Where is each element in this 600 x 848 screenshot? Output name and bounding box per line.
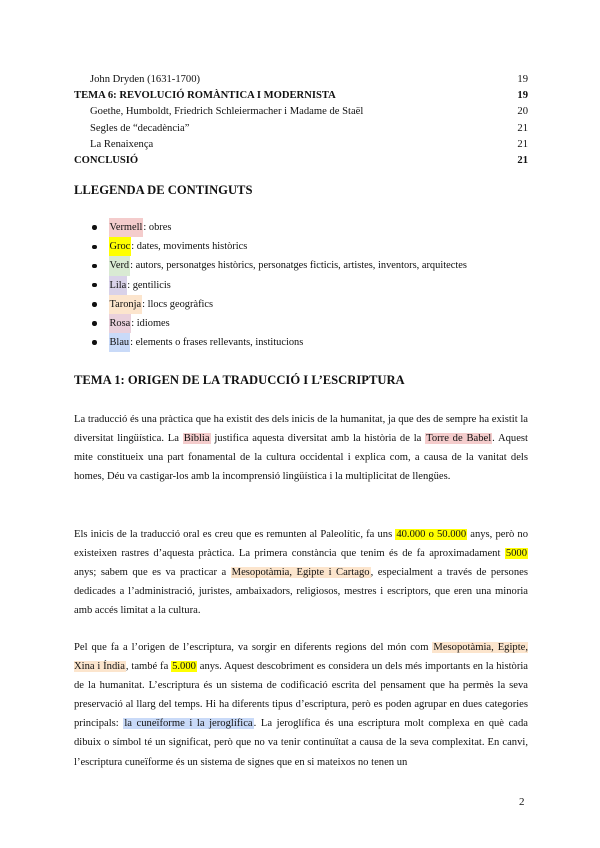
text-run: anys; sabem que es va practicar a xyxy=(74,567,231,579)
legend-desc: : dates, moviments històrics xyxy=(131,241,248,253)
toc-entry-text: TEMA 6: REVOLUCIÓ ROMÀNTICA I MODERNISTA xyxy=(74,90,336,102)
toc-entry-text: CONCLUSIÓ xyxy=(74,154,139,166)
text-run: , també fa xyxy=(125,661,172,673)
highlight-date: 40.000 o 50.000 xyxy=(396,529,467,540)
toc-row[interactable] xyxy=(74,153,528,169)
legend-key-blau: Blau xyxy=(109,333,131,352)
legend-key-yellow: Groc xyxy=(109,237,132,256)
toc-entry-text: Segles de “decadència” xyxy=(90,122,190,134)
table-of-contents xyxy=(74,72,528,169)
highlight-work: Torre de Babel xyxy=(426,433,492,445)
toc-entry-text: John Dryden (1631-1700) xyxy=(90,74,201,85)
legend-list xyxy=(92,218,467,352)
bullet-icon xyxy=(92,264,97,269)
toc-entry-page: 20 xyxy=(517,106,528,118)
section-heading: TEMA 1: ORIGEN DE LA TRADUCCIÓ I L’ESCRIPTURA xyxy=(74,373,405,387)
legend-key-green: Verd xyxy=(109,256,131,275)
text-run: La traducció és una pràctica que ha existit des dels inicis de la humanitat, ja que des de sempre ha existit la diversitat lingüística. La xyxy=(74,414,528,445)
highlight-date: 5.000 xyxy=(172,661,196,673)
toc-entry-text: Goethe, Humboldt, Friedrich Schleiermacher i Madame de Staël xyxy=(90,106,364,118)
text-run: , especialment a través de persones dedicades a l’administració, juristes, ambaixadors, religiosos, mestres i escriptors, que eren una minoria amb accés limitat a la cultura. xyxy=(74,567,528,617)
text-run: anys. Aquest descobriment es considera un dels més importants en la història de la humanitat. L’escriptura és un sistema de codificació escrita del pensament que ha permès la seva preservació al llarg del temps. Hi ha diferents tipus d’escriptura, però es poden agrupar en dues categories principals: xyxy=(74,661,528,730)
legend-key-lila: Lila xyxy=(109,276,128,295)
list-item xyxy=(92,218,467,237)
text-run: justifica aquesta diversitat amb la història de la xyxy=(210,433,426,445)
toc-entry-page: 21 xyxy=(517,154,528,166)
list-item xyxy=(92,237,467,256)
legend-desc: : idiomes xyxy=(131,317,170,329)
legend-key-rosa: Rosa xyxy=(109,314,132,333)
bullet-icon xyxy=(92,340,97,345)
text-run: anys, però no existeixen rastres d’aquesta pràctica. La primera constància que tenim és de fa aproximadament xyxy=(74,529,528,560)
paragraph xyxy=(74,638,528,772)
legend-desc: : autors, personatges històrics, personatges ficticis, artistes, inventors, arquitectes xyxy=(130,260,467,272)
legend-desc: : llocs geogràfics xyxy=(142,298,214,310)
list-item xyxy=(92,256,467,275)
list-item xyxy=(92,314,467,333)
legend-desc: : obres xyxy=(143,222,172,233)
legend-heading: LLEGENDA DE CONTINGUTS xyxy=(74,183,253,197)
toc-row[interactable] xyxy=(74,72,528,88)
toc-row[interactable] xyxy=(74,121,528,137)
list-item xyxy=(92,333,467,352)
bullet-icon xyxy=(92,283,97,288)
text-run: Pel que fa a l’origen de l’escriptura, va sorgir en diferents regions del món com xyxy=(74,642,433,653)
text-run: . Aquest mite constitueix una part fonamental de la cultura occidental i explica com, a causa de la vanitat dels homes, Déu va castigar-los amb la incomprensió lingüística i la multiplicitat de llengües. xyxy=(74,433,528,483)
toc-row[interactable] xyxy=(74,88,528,104)
highlight-date: 5000 xyxy=(505,548,527,560)
text-run: . La jeroglífica és una escriptura molt complexa en què cada dibuix o símbol té un significat, però que no va tenir continuïtat a causa de la seva complexitat. En canvi, l’escriptura cuneïforme és un sistema de signes que en si mateixos no tenen un xyxy=(74,718,528,768)
legend-desc: : elements o frases rellevants, institucions xyxy=(130,337,304,349)
list-item xyxy=(92,295,467,314)
toc-entry-page: 21 xyxy=(517,138,528,150)
list-item xyxy=(92,276,467,295)
text-run: Els inicis de la traducció oral es creu que es remunten al Paleolític, fa uns xyxy=(74,529,396,540)
highlight-place: Mesopotàmia, Egipte, Xina i Índia xyxy=(74,642,529,673)
toc-entry-page: 19 xyxy=(517,90,528,102)
legend-key-red: Vermell xyxy=(109,218,144,237)
bullet-icon xyxy=(92,302,97,307)
legend-desc: : gentilicis xyxy=(127,279,171,291)
highlight-relevant: la cuneïforme i la jeroglífica xyxy=(124,718,253,730)
paragraph xyxy=(74,525,528,620)
bullet-icon xyxy=(92,245,97,250)
bullet-icon xyxy=(92,225,97,230)
toc-entry-text: La Renaixença xyxy=(90,138,154,150)
highlight-work: Bíblia xyxy=(183,433,210,445)
toc-row[interactable] xyxy=(74,104,528,120)
paragraph xyxy=(74,410,528,486)
legend-key-orange: Taronja xyxy=(109,295,143,314)
toc-row[interactable] xyxy=(74,137,528,153)
toc-entry-page: 21 xyxy=(517,122,528,134)
page-number: 2 xyxy=(519,796,525,808)
toc-entry-page: 19 xyxy=(517,74,528,85)
highlight-place: Mesopotàmia, Egipte i Cartago xyxy=(231,567,370,579)
bullet-icon xyxy=(92,321,97,326)
